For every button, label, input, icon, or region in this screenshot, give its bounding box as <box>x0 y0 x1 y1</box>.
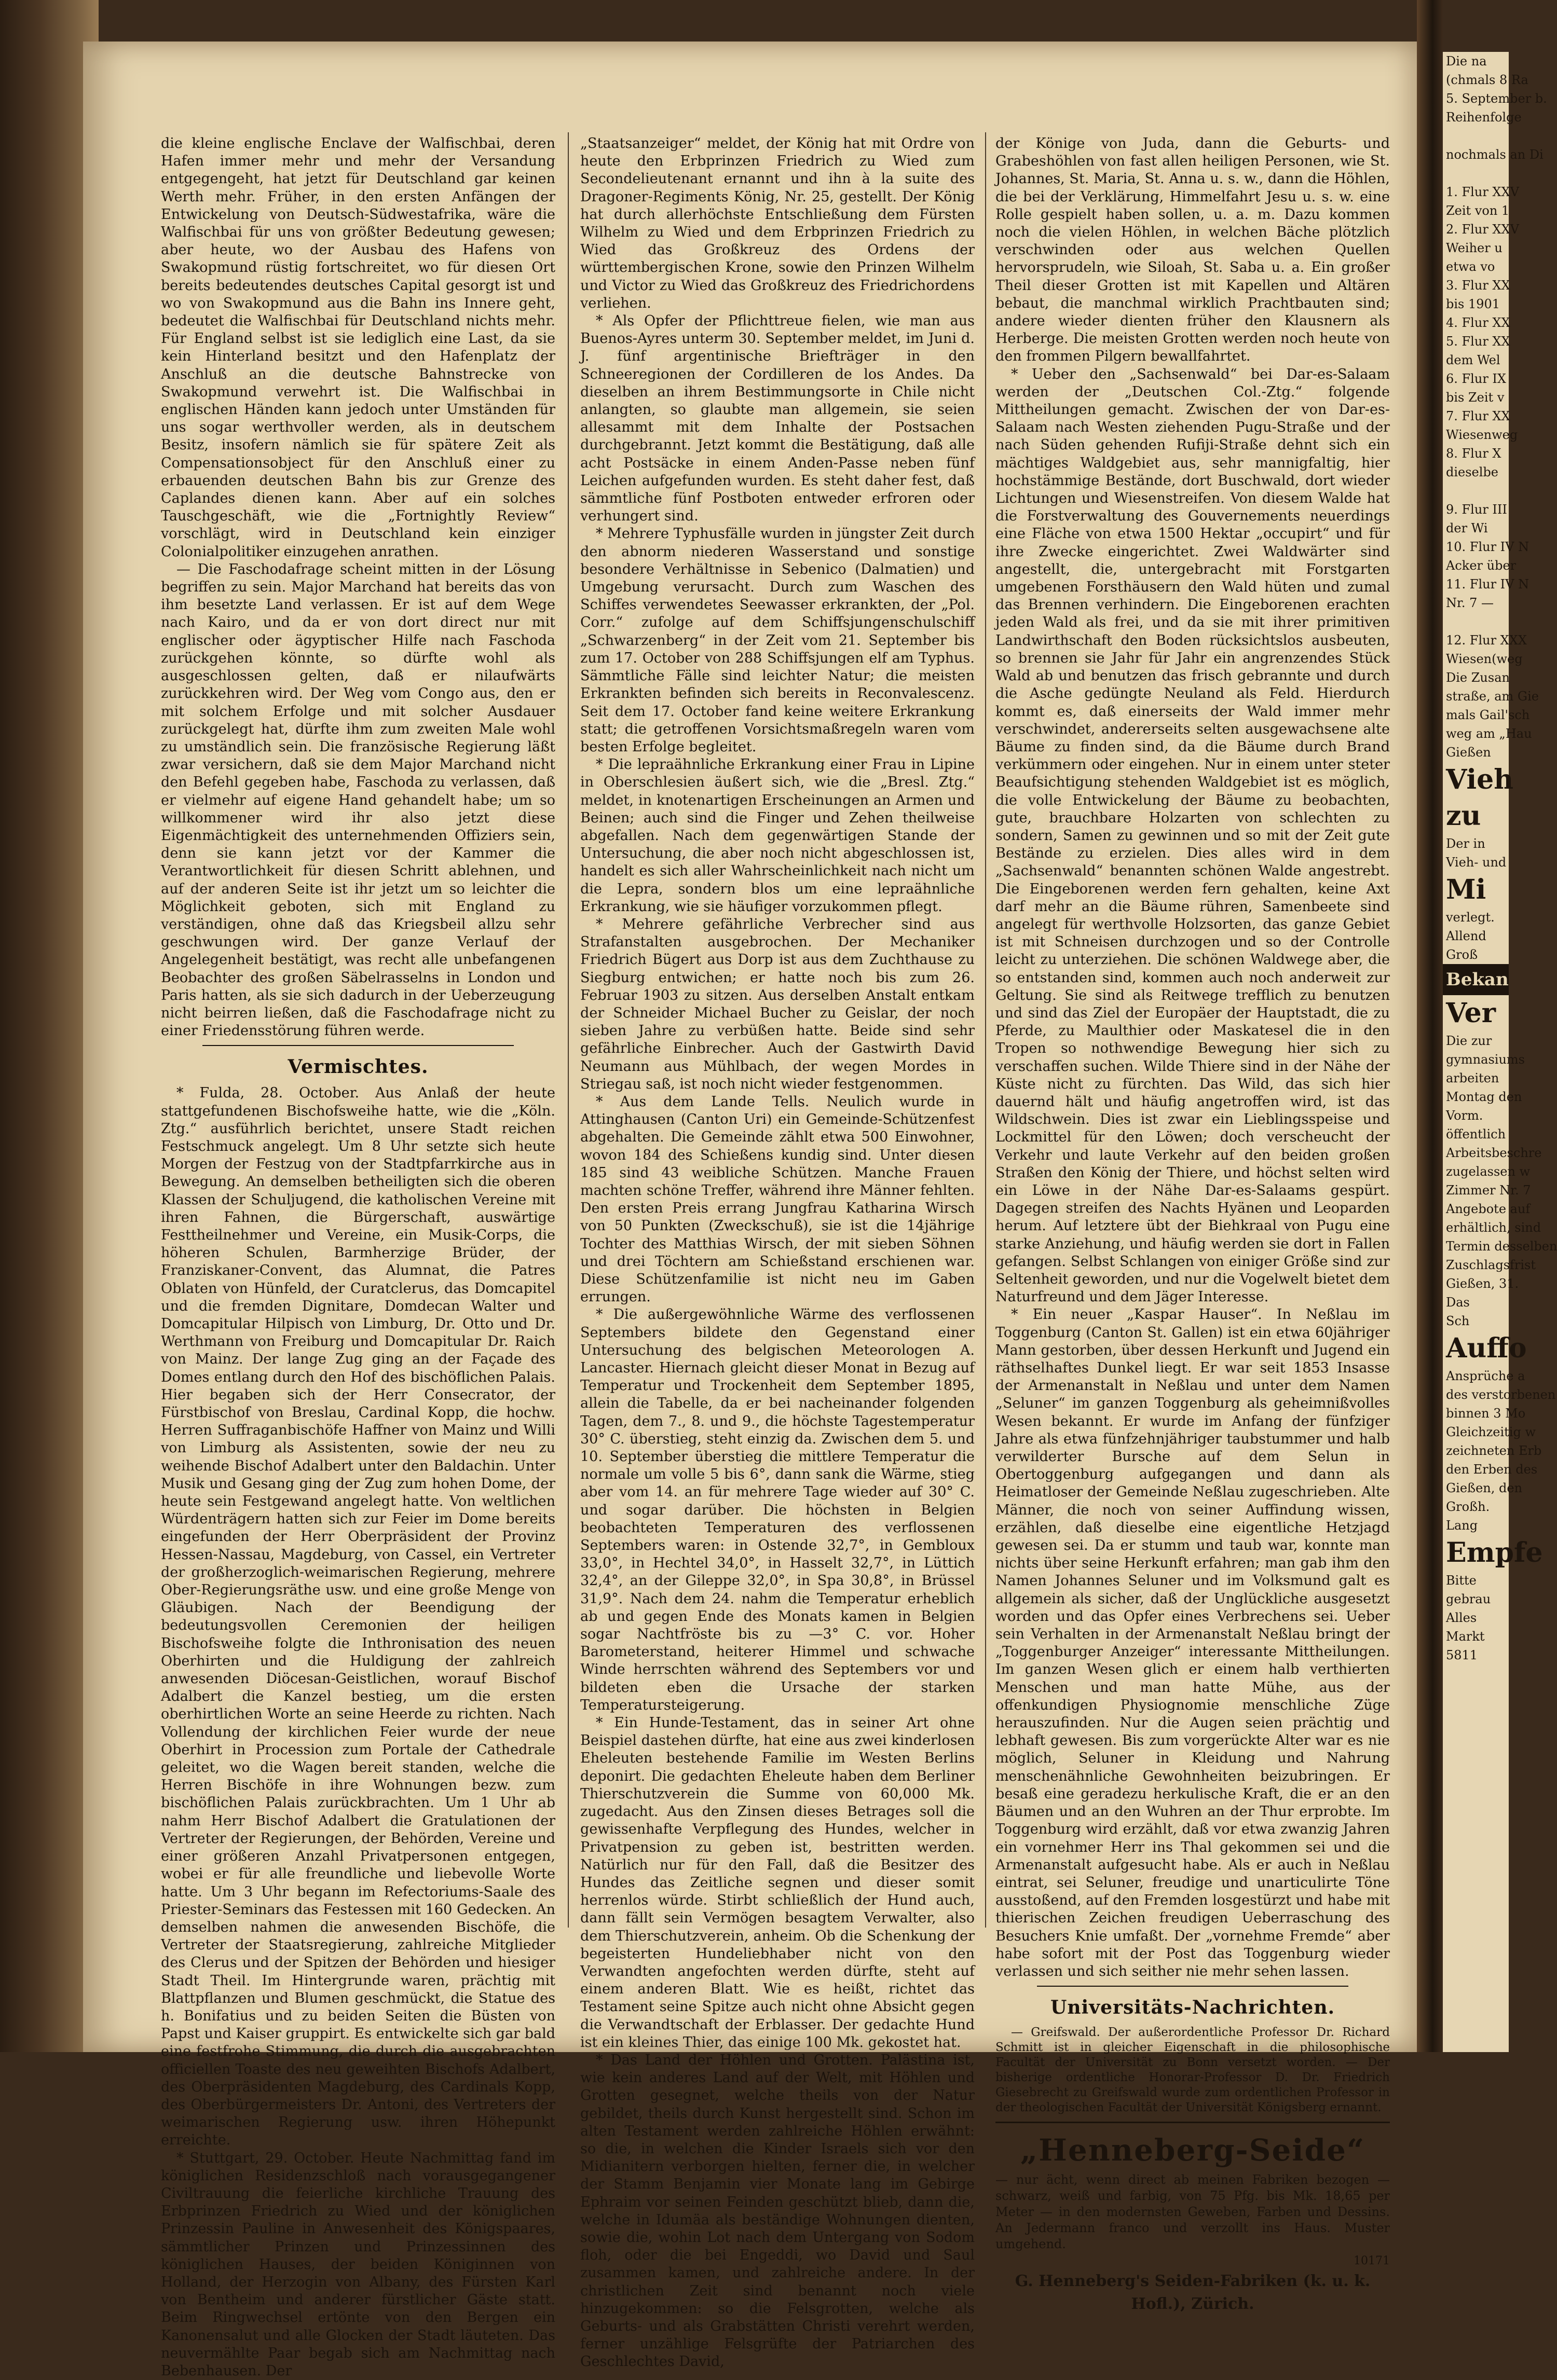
article-paragraph: * Aus dem Lande Tells. Neulich wurde in Attinghausen (Canton Uri) ein Gemeinde-Schützenfest abgehalten. Die Gemeinde zählt etwa 500 Einwohner, wovon 184 des Schießens kundig sind. Unter diesen 185 sind 43 weibliche Schützen. Manche Frauen machten schöne Treffer, während ihre Männer fehlten. Den ersten Preis errang Jungfrau Katharina Wirsch von 50 Punkten (Zweckschuß), sie ist die 14jährige Tochter des Matthias Wirsch, der mit sieben Söhnen und drei Töchtern am Schießstand erschienen war. Diese Schützenfamilie ist nicht neu im Gaben errungen. <box>580 1093 975 1305</box>
ad-code: 10171 <box>1354 2254 1390 2268</box>
adjacent-page-text: Termin desselben <box>1446 1239 1557 1254</box>
adjacent-page-text: 3. Flur XX <box>1446 278 1510 293</box>
adjacent-page-text: straße, am Gie <box>1446 689 1539 704</box>
adjacent-page-text: weg am „Hau <box>1446 726 1532 741</box>
adjacent-page-text: 12. Flur XXX <box>1446 633 1527 648</box>
adjacent-page-text: Alles <box>1446 1611 1477 1625</box>
adjacent-page-text: der Wi <box>1446 521 1488 535</box>
divider <box>202 1045 514 1046</box>
adjacent-page-text: 5. Flur XX <box>1446 334 1510 349</box>
adjacent-page-text: Die na <box>1446 54 1487 68</box>
adjacent-page-text: Das <box>1446 1295 1470 1310</box>
adjacent-page-text: 2. Flur XXV <box>1446 222 1519 237</box>
adjacent-page-text: Wiesen(weg <box>1446 652 1523 666</box>
adjacent-page-text: etwa vo <box>1446 259 1495 274</box>
adjacent-page-text: dieselbe <box>1446 465 1499 479</box>
adjacent-page-text: arbeiten <box>1446 1071 1499 1085</box>
adjacent-page-text: Bekan <box>1443 964 1509 995</box>
adjacent-page-text: nochmals an Di <box>1446 147 1544 162</box>
adjacent-page-text: 4. Flur XX <box>1446 315 1510 330</box>
adjacent-page-text: Wiesenweg <box>1446 428 1518 442</box>
column-2 <box>580 135 975 2370</box>
adjacent-page-text: Empfe <box>1446 1537 1543 1569</box>
article-paragraph: * Fulda, 28. October. Aus Anlaß der heute stattgefundenen Bischofsweihe hatte, wie die „Köln. Ztg.“ ausführlich berichtet, unsere Stadt reichen Festschmuck angelegt. Um 8 Uhr setzte sich heute Morgen der Festzug von der Stadtpfarrkirche aus in Bewegung. An demselben betheiligten sich die oberen Klassen der Schuljugend, die katholischen Vereine mit ihren Fahnen, die Bürgerschaft, auswärtige Festtheilnehmer und Vereine, ein Musik-Corps, die höheren Schulen, Barmherzige Brüder, der Franziskaner-Convent, das Alumnat, die Patres Oblaten von Hünfeld, der Curatclerus, das Domcapitel und die fremden Dignitare, Domdecan Walter und Domcapitular Hilpisch von Limburg, Dr. Otto und Dr. Werthmann von Freiburg und Domcapitular Dr. Raich von Mainz. Der lange Zug ging an der Façade des Domes entlang durch den Hof des bischöflichen Palais. Hier begaben sich der Herr Consecrator, der Fürstbischof von Breslau, Cardinal Kopp, die hochw. Herren Suffraganbischöfe Haffner von Mainz und Willi von Limburg als Assistenten, sowie der neu zu weihende Bischof Adalbert unter den Baldachin. Unter Musik und Gesang ging der Zug zum hohen Dome, der heute sein Festgewand angelegt hatte. Von weltlichen Würdenträgern hatten sich zur Feier im Dome bereits eingefunden der Herr Oberpräsident der Provinz Hessen-Nassau, Magdeburg, von Cassel, ein Vertreter der großherzoglich-weimarischen Regierung, mehrere Ober-Regierungsräthe usw. und eine große Menge von Gläubigen. Nach der Beendigung der bedeutungsvollen Ceremonien der heiligen Bischofsweihe folgte die Inthronisation des neuen Oberhirten und die Huldigung der zahlreich anwesenden Diöcesan-Geistlichen, worauf Bischof Adalbert die Kanzel bestieg, um die ersten oberhirtlichen Worte an seine Heerde zu richten. Nach Vollendung der kirchlichen Feier wurde der neue Oberhirt in Procession zum Portale der Cathedrale geleitet, wo die Wagen bereit standen, welche die Herren Bischöfe in ihre Wohnungen bezw. zum bischöflichen Palais zurückbrachten. Um 1 Uhr ab nahm Herr Bischof Adalbert die Gratulationen der Vertreter der Regierungen, der Behörden, Vereine und einer größeren Anzahl Privatpersonen entgegen, wobei er für alle freundliche und liebevolle Worte hatte. Um 3 Uhr begann im Refectoriums-Saale des Priester-Seminars das Festessen mit 160 Gedecken. An demselben nahmen die anwesenden Bischöfe, die Vertreter der Staatsregierung, zahlreiche Mitglieder des Clerus und der Spitzen der Behörden und hiesiger Stadt Theil. Im Hintergrunde waren, prächtig mit Blattpflanzen und Blumen geschmückt, die Statue des h. Bonifatius und zu beiden Seiten die Büsten von Papst und Kaiser gruppirt. Es entwickelte sich gar bald eine festfrohe Stimmung, die durch die ausgebrachten officiellen Toaste des neu geweihten Bischofs Adalbert, des Oberpräsidenten Magdeburg, des Cardinals Kopp, des Oberbürgermeisters Dr. Antoni, des Vertreters der weimarischen Regierung usw. ihren Höhepunkt erreichte. <box>161 1085 555 2149</box>
section-title-universitaets-nachrichten: Universitäts-Nachrichten. <box>1050 1997 1335 2019</box>
university-note: — Greifswald. Der außerordentliche Professor Dr. Richard Schmitt ist in gleicher Eigenschaft in die philosophische Facultät der Universität zu Bonn versetzt worden. — Der bisherige ordentliche Honorar-Professor D. Dr. Friedrich Giesebrecht zu Greifswald wurde zum ordentlichen Professor in der theologischen Facultät der Universität Königsberg ernannt. <box>995 2026 1390 2115</box>
adjacent-page-text: Allend <box>1446 929 1486 943</box>
adjacent-page-text: Sch <box>1446 1314 1470 1328</box>
article-paragraph: * Die lepraähnliche Erkrankung einer Frau in Lipine in Oberschlesien äußert sich, wie die „Bresl. Ztg.“ meldet, in knotenartigen Erscheinungen an Armen und Beinen; auch sind die Finger und Zehen theilweise abgefallen. Nach dem gegenwärtigen Stande der Untersuchung, die aber noch nicht abgeschlossen ist, handelt es sich aller Wahrscheinlichkeit nach nicht um die Lepra, sondern blos um eine lepraähnliche Erkrankung, wie sie häufiger vorzukommen pflegt. <box>580 756 975 915</box>
adjacent-page-fragment <box>1443 52 1557 2052</box>
adjacent-page-text: Angebote auf <box>1446 1202 1531 1216</box>
article-paragraph: * Das Land der Höhlen und Grotten. Palästina ist, wie kein anderes Land auf der Welt, mit Höhlen und Grotten gesegnet, welche theils von der Natur gebildet, theils durch Kunst hergestellt sind. Schon im alten Testament werden zahlreiche Höhlen erwähnt: so die, in welchen die Kinder Israels sich vor den Midianitern verborgen hielten, ferner die, in welcher der Stamm Benjamin vier Monate lang im Gebirge Ephraim vor seinen Feinden geschützt blieb, dann die, welche in Idumäa als beständige Wohnungen dienten, sowie die, wohin Lot nach dem Untergang von Sodom floh, oder die bei Engeddi, wo David und Saul zusammen kamen, und zahlreiche andere. In der christlichen Zeit sind benannt noch viele hinzugekommen: so die Felsgrotten, welche als Geburts- und als Grabstätten Christi verehrt werden, ferner unzählige Felsgrüfte der Patriarchen des Geschlechtes David, <box>580 2052 975 2370</box>
adjacent-page-text: zeichneten Erb <box>1446 1443 1542 1458</box>
adjacent-page-text: Großh. <box>1446 1499 1490 1514</box>
adjacent-page-text: Vieh <box>1446 764 1514 795</box>
adjacent-page-text: 6. Flur IX <box>1446 372 1506 386</box>
adjacent-page-text: Vieh- und <box>1446 855 1507 870</box>
adjacent-page-text: Gießen, den <box>1446 1481 1523 1495</box>
adjacent-page-text: gebrau <box>1446 1592 1491 1606</box>
section-title-vermischtes: Vermischtes. <box>288 1056 429 1078</box>
adjacent-page-text <box>1443 127 1509 145</box>
adjacent-page-text: (chmals 8 Ra <box>1446 73 1528 87</box>
adjacent-page-text <box>1443 481 1509 500</box>
adjacent-page-text: Lang <box>1446 1518 1478 1533</box>
article-paragraph: * Ueber den „Sachsenwald“ bei Dar-es-Salaam werden der „Deutschen Col.-Ztg.“ folgende Mittheilungen gemacht. Zwischen der von Dar-es-Salaam nach Westen ziehenden Pugu-Straße und der nach Süden gehenden Rufiji-Straße dehnt sich ein mächtiges Waldgebiet aus, sehr mannigfaltig, hier hochstämmige Bestände, dort Buschwald, dort wieder Lichtungen und Wiesenstreifen. Von diesem Walde hat die Forstverwaltung des Gouvernements neuerdings eine Fläche von etwa 1500 Hektar „occupirt“ und für ihre Zwecke eingerichtet. Zwei Waldwärter sind angestellt, die, untergebracht mit Forstgarten umgebenen Forsthäusern den Wald hüten und zumal das Brennen verhindern. Die Eingeborenen erachten jeden Wald als frei, und da sie mit ihrer primitiven Landwirthschaft den Boden rücksichtslos ausbeuten, so brennen sie Jahr für Jahr ein angrenzendes Stück Wald ab und benutzen das frisch gebrannte und durch die Asche gedüngte Neuland als Feld. Hierdurch kommt es, daß einerseits der Wald immer mehr verschwindet, andererseits selten ausgewachsene alte Bäume zu finden sind, da die Bäume durch Brand verkümmern oder eingehen. Nur in einem unter steter Beaufsichtigung stehenden Waldgebiet ist es möglich, die volle Entwickelung der Bäume zu beobachten, gute, brauchbare Holzarten von schlechten zu sondern, Samen zu gewinnen und so mit der Zeit gute Bestände zu erzielen. Dies alles wird in dem „Sachsenwald“ benannten schönen Walde angestrebt. Die Eingeborenen werden fern gehalten, keine Axt darf mehr an die Bäume rühren, Samenbeete sind angelegt für werthvolle Holzsorten, das ganze Gebiet ist mit Schneisen durchzogen und so der Controlle leicht zu unterziehen. Die schönen Waldwege aber, die so entstanden sind, kommen auch noch anderweit zur Geltung. Sie sind als Reitwege trefflich zu benutzen und sind das Ziel der Europäer der Hauptstadt, die zu Pferde, zu Maulthier oder Maskatesel die in den Tropen so nothwendige Bewegung hier sich zu verschaffen suchen. Wilde Thiere sind in der Nähe der Küste nicht zu fürchten. Das Wild, das sich hier dauernd hält und häufig angetroffen wird, ist das Wildschwein. Dies ist zwar ein Lieblingsspeise und Lockmittel für den Löwen; doch verscheucht der Verkehr und laute Verkehr auf den beiden großen Straßen den König der Thiere, und höchst selten wird ein Löwe in der Nähe Dar-es-Salaams gespürt. Dagegen streifen des Nachts Hyänen und Leoparden herum. Auf letztere übt der Biehkraal von Pugu eine starke Anziehung, und häufig werden sie dort in Fallen gefangen. Selbst Schlangen von einiger Größe sind zur Seltenheit geworden, und nur die Vogelwelt bietet dem Naturfreund und dem Jäger Interesse. <box>995 366 1390 1305</box>
book-gutter <box>1417 0 1443 2052</box>
adjacent-page-text: Die zur <box>1446 1034 1492 1048</box>
adjacent-page-text: Bitte <box>1446 1573 1477 1588</box>
adjacent-page-text: mals Gail'sch <box>1446 708 1530 722</box>
adjacent-page-text: Die Zusan <box>1446 670 1510 685</box>
adjacent-page-text: Zimmer Nr. 7 <box>1446 1183 1531 1198</box>
article-paragraph: * Mehrere Typhusfälle wurden in jüngster Zeit durch den abnorm niederen Wasserstand und sonstige besondere Verhältnisse in Sebenico (Dalmatien) und Umgebung verursacht. Durch zum Waschen des Schiffes verwendetes Seewasser erkrankten, der „Pol. Corr.“ zufolge auf dem Schiffsjungenschulschiff „Schwarzenberg“ in der Zeit vom 21. September bis zum 17. October von 288 Schiffsjungen elf am Typhus. Sämmtliche Fälle sind leichter Natur; die meisten Erkrankten befinden sich bereits in Reconvalescenz. Seit dem 17. October fand keine weitere Erkrankung statt; die getroffenen Vorsichtsmaßregeln waren vom besten Erfolge begleitet. <box>580 526 975 755</box>
adjacent-page-text: binnen 3 Mo <box>1446 1406 1526 1421</box>
adjacent-page-text: Ansprüche a <box>1446 1369 1525 1383</box>
article-paragraph: der Könige von Juda, dann die Geburts- und Grabeshöhlen von fast allen heiligen Personen, wie St. Johannes, St. Maria, St. Anna u. s. w., dann die Höhlen, die bei der Verklärung, Himmelfahrt Jesu u. s. w. eine Rolle gespielt haben sollen, u. a. m. Dazu kommen noch die vielen Höhlen, in welchen Bäche plötzlich verschwinden oder aus welchen Quellen hervorsprudeln, wie Siloah, St. Saba u. a. Ein großer Theil dieser Grotten ist mit Kapellen und Altären bebaut, die manchmal wirklich Prachtbauten sind; andere wieder dienten früher den Klausnern als Herberge. Die meisten Grotten werden noch heute von den frommen Pilgern bewallfahrtet. <box>995 135 1390 365</box>
adjacent-page-text: den Erben des <box>1446 1462 1538 1477</box>
adjacent-page-text: gymnasiums <box>1446 1052 1525 1067</box>
article-paragraph: * Mehrere gefährliche Verbrecher sind aus Strafanstalten ausgebrochen. Der Mechaniker Friedrich Bügert aus Dorp ist aus dem Zuchthause zu Siegburg entwichen; er hatte noch bis zum 26. Februar 1903 zu sitzen. Aus derselben Anstalt entkam der Schneider Michael Bucher zu Geislar, der noch sieben Jahre zu verbüßen hatte. Beide sind sehr gefährliche Einbrecher. Auch der Gastwirth David Neumann aus Mühlbach, der wegen Mordes in Striegau saß, ist noch nicht wieder festgenommen. <box>580 916 975 1092</box>
adjacent-page-text: 9. Flur III <box>1446 502 1507 517</box>
divider <box>1037 1986 1348 1987</box>
adjacent-page-text: 7. Flur XX <box>1446 409 1510 423</box>
column-divider <box>568 132 569 1928</box>
adjacent-page-text: Gießen, 31. <box>1446 1276 1519 1291</box>
adjacent-page-text: Gießen <box>1446 745 1491 760</box>
ad-title: „Henneberg-Seide“ <box>1020 2133 1365 2168</box>
adjacent-page-text: erhältlich, sind <box>1446 1220 1541 1235</box>
adjacent-page-text: Der in <box>1446 836 1485 851</box>
adjacent-page-text: 5811 <box>1446 1648 1478 1662</box>
article-paragraph: * Als Opfer der Pflichttreue fielen, wie man aus Buenos-Ayres unterm 30. September meldet, im Juni d. J. fünf argentinische Briefträger in den Schneeregionen der Cordilleren de los Andes. Da dieselben an ihrem Bestimmungsorte in Chile nicht anlangten, so glaubte man allgemein, sie seien allesammt mit dem Inhalte der Postsachen durchgebrannt. Jetzt kommt die Bestätigung, daß alle acht Postsäcke in einem Anden-Passe neben fünf Leichen aufgefunden wurden. Es steht daher fest, daß sämmtliche fünf Postboten entweder erfroren oder verhungert sind. <box>580 313 975 525</box>
adjacent-page-text: Auffo <box>1446 1332 1527 1364</box>
adjacent-page-text: Nr. 7 — <box>1446 596 1494 610</box>
column-divider <box>985 132 986 1928</box>
adjacent-page-text: Ver <box>1446 997 1496 1029</box>
article-paragraph: „Staatsanzeiger“ meldet, der König hat mit Ordre von heute den Erbprinzen Friedrich zu Wied zum Secondelieutenant ernannt und ihn à la suite des Dragoner-Regiments König, Nr. 25, gestellt. Der König hat durch allerhöchste Entschließung dem Fürsten Wilhelm zu Wied und dem Erbprinzen Friedrich zu Wied das Großkreuz des Ordens der württembergischen Krone, sowie den Prinzen Wilhelm und Victor zu Wied das Großkreuz des Friedrichordens verliehen. <box>580 135 975 311</box>
adjacent-page-text: Zuschlagsfrist <box>1446 1258 1536 1272</box>
column-1 <box>161 135 555 2379</box>
ad-firm: G. Henneberg's Seiden-Fabriken (k. u. k. Hofl.), Zürich. <box>1015 2272 1371 2314</box>
adjacent-page-text: des verstorbenen <box>1446 1387 1556 1402</box>
article-paragraph: * Die außergewöhnliche Wärme des verflossenen Septembers bildete den Gegenstand einer Untersuchung des belgischen Meteorologen A. Lancaster. Hiernach gleicht dieser Monat in Bezug auf Temperatur und Trockenheit dem September 1895, allein die Tabelle, da er bei nacheinander folgenden Tagen, dem 7., 8. und 9., die höchste Tagestemperatur 30° C. überstieg, steht einzig da. Zwischen dem 5. und 10. September überstieg die mittlere Temperatur die normale um volle 5 bis 6°, dann sank die Wärme, stieg aber vom 14. an für mehrere Tage wieder auf 30° C. und sogar darüber. Die höchsten in Belgien beobachteten Temperaturen des verflossenen Septembers waren: in Ostende 32,7°, in Gembloux 33,0°, in Hechtel 34,0°, in Hasselt 32,7°, in Lüttich 32,4°, an der Gileppe 32,0°, in Spa 30,8°, in Brüssel 31,9°. Nach dem 24. nahm die Temperatur erheblich ab und gegen Ende des Monats kamen in Belgien sogar Nachtfröste bis zu —3° C. vor. Hoher Barometerstand, heiterer Himmel und schwache Winde herrschten während des Septembers vor und bildeten eben die Ursache der starken Temperatursteigerung. <box>580 1306 975 1713</box>
adjacent-page-text: Vorm. <box>1446 1108 1483 1123</box>
adjacent-page-text: 11. Flur IV N <box>1446 577 1529 591</box>
ad-body: — nur ächt, wenn direct ab meinen Fabriken bezogen — schwarz, weiß und farbig, von 75 Pfg. bis Mk. 18,65 per Meter — in den modernsten Geweben, Farben und Dessins. An Jedermann franco und verzollt ins Haus. Muster umgehend. <box>995 2172 1390 2252</box>
adjacent-page-text: Groß <box>1446 947 1478 962</box>
adjacent-page-text: Reihenfolge <box>1446 110 1522 125</box>
adjacent-page-text <box>1443 612 1509 631</box>
adjacent-page-text: öffentlich <box>1446 1127 1506 1141</box>
adjacent-page-text: 10. Flur IV N <box>1446 540 1529 554</box>
adjacent-page-text: Montag den <box>1446 1090 1522 1104</box>
adjacent-page-text: dem Wel <box>1446 353 1500 367</box>
adjacent-page-text <box>1443 164 1509 183</box>
adjacent-page-text: verlegt. <box>1446 910 1495 925</box>
adjacent-page-text: bis 1901 <box>1446 297 1500 311</box>
adjacent-page-text: Gleichzeitig w <box>1446 1425 1536 1439</box>
adjacent-page-text: 1. Flur XXV <box>1446 185 1519 199</box>
adjacent-page-text: Markt <box>1446 1629 1485 1644</box>
adjacent-page-text: Zeit von 1 <box>1446 203 1510 218</box>
article-paragraph: — Die Faschodafrage scheint mitten in der Lösung begriffen zu sein. Major Marchand hat bereits das von ihm besetzte Land verlassen. Er ist auf dem Wege nach Kairo, und da er von dort direct nur mit englischer oder ägyptischer Hilfe nach Faschoda zurückgehen könnte, so dürfte wohl als ausgeschlossen gelten, daß er nilaufwärts zurückkehren wird. Der Weg vom Congo aus, den er mit solchem Erfolge und mit solcher Ausdauer zurückgelegt hat, dürfte ihm zum zweiten Male wohl zu umständlich sein. Die französische Regierung läßt zwar versichern, daß sie dem Major Marchand nicht den Befehl gegeben habe, Faschoda zu verlassen, daß er vielmehr auf eigene Hand gehandelt habe; um so willkommener wird ihr also jetzt diese Eigenmächtigkeit des unternehmenden Offiziers sein, denn sie kann jetzt vor der Kammer die Verantwortlichkeit für diesen Schritt ablehnen, und auf der anderen Seite ist ihr jetzt um so leichter die Möglichkeit geboten, sich mit England zu verständigen, ohne daß das Kriegsbeil allzu sehr geschwungen wird. Der ganze Verlauf der Angelegenheit bestätigt, was recht alle unbefangenen Beobachter des großen Säbelrasselns in London und Paris hatten, als sie sich dadurch in der Ueberzeugung nicht beirren ließen, daß die Faschodafrage nicht zu einer Friedensstörung führen werde. <box>161 561 555 1039</box>
adjacent-page-text: bis Zeit v <box>1446 390 1505 405</box>
article-paragraph: * Ein Hunde-Testament, das in seiner Art ohne Beispiel dastehen dürfte, hat eine aus zwei kinderlosen Eheleuten bestehende Familie im Westen Berlins deponirt. Die gedachten Eheleute haben dem Berliner Thierschutzverein die Summe von 60,000 Mk. zugedacht. Aus den Zinsen dieses Betrages soll die gewissenhafte Verpflegung des Hundes, welcher in Privatpension zu geben ist, bestritten werden. Natürlich nur für den Fall, daß die Besitzer des Hundes das Zeitliche segnen und dieser somit herrenlos würde. Stirbt schließlich der Hund auch, dann fällt sein Vermögen besagtem Verwalter, also dem Thierschutzverein, anheim. Ob die Schenkung der begeisterten Hundeliebhaber nicht von den Verwandten angefochten werden dürfte, steht auf einem anderen Blatt. Wie es heißt, richtet das Testament seine Spitze auch nicht ohne Absicht gegen die Verwandtschaft der Erblasser. Der gedachte Hund ist ein kleines Thier, das einige 100 Mk. gekostet hat. <box>580 1715 975 2051</box>
column-3 <box>995 135 1390 2314</box>
article-paragraph: die kleine englische Enclave der Walfischbai, deren Hafen immer mehr und mehr der Versandung entgegengeht, hat jetzt für Deutschland gar keinen Werth mehr. Früher, in den ersten Anfängen der Entwickelung von Deutsch-Südwestafrika, wäre die Walfischbai für uns von größter Bedeutung gewesen; aber heute, wo der Ausbau des Hafens von Swakopmund rüstig fortschreitet, wo für diesen Ort bereits bedeutendes deutsches Capital gesorgt ist und wo von Swakopmund aus die Bahn ins Innere geht, bedeutet die Walfischbai für Deutschland nichts mehr. Für England selbst ist sie lediglich eine Last, da sie kein Hinterland besitzt und den Hafenplatz der Anschluß an die deutsche Bahnstrecke von Swakopmund verwehrt ist. Die Walfischbai in englischen Händen kann jedoch unter Umständen für uns sogar werthvoller werden, als in deutschem Besitz, insofern nämlich sie für spätere Zeit als Compensationsobject für den Anschluß einer zu erbauenden deutschen Bahn bis zur Grenze des Caplandes dienen kann. Aber auf ein solches Tauschgeschäft, wie die „Fortnightly Review“ vorschlägt, wird in Deutschland kein einziger Colonialpolitiker einzugehen anrathen. <box>161 135 555 560</box>
adjacent-page-text: Mi <box>1446 874 1486 905</box>
adjacent-page-text: zu <box>1446 800 1481 832</box>
adjacent-page-text: Acker über <box>1446 558 1517 573</box>
advertisement-henneberg <box>995 2122 1390 2316</box>
article-paragraph: * Stuttgart, 29. October. Heute Nachmittag fand im königlichen Residenzschloß nach vorausgegangener Civiltrauung die feierliche kirchliche Trauung des Erbprinzen Friedrich zu Wied und der königlichen Prinzessin Pauline in Anwesenheit des Königspaares, sämmtlicher Prinzen und Prinzessinnen des königlichen Hauses, der beiden Königinnen von Holland, der Herzogin von Albany, des Fürsten Karl von Bentheim und anderer fürstlicher Gäste statt. Beim Ringwechsel ertönte von den Bergen ein Kanonensalut und alle Glocken der Stadt läuteten. Das neuvermählte Paar begab sich am Nachmittag nach Bebenhausen. Der <box>161 2150 555 2379</box>
adjacent-page-text: Weiher u <box>1446 241 1503 255</box>
adjacent-page-text: 8. Flur X <box>1446 446 1501 461</box>
adjacent-page-text: 5. September b. <box>1446 91 1547 106</box>
article-paragraph: * Ein neuer „Kaspar Hauser“. In Neßlau im Toggenburg (Canton St. Gallen) ist ein etwa 60jähriger Mann gestorben, über dessen Herkunft und Jugend ein räthselhaftes Dunkel liegt. Er war seit 1853 Insasse der Armenanstalt in Neßlau und unter dem Namen „Seluner“ im ganzen Toggenburg als geheimnißvolles Wesen bekannt. Er wurde im Anfang der fünfziger Jahre als etwa fünfzehnjähriger taubstummer und halb verwilderter Bursche auf dem Selun in Obertoggenburg aufgegangen und dann als Heimatloser der Gemeinde Neßlau zugeschrieben. Alte Männer, die noch von seiner Auffindung wissen, erzählen, daß dieselbe eine eigentliche Hetzjagd gewesen sei. Da er stumm und taub war, konnte man nichts über seine Herkunft erfahren; man gab ihm den Namen Johannes Seluner und im Volksmund galt es allgemein als sicher, daß der Unglückliche ausgesetzt worden und das Opfer eines Verbrechens sei. Ueber sein Verhalten in der Armenanstalt Neßlau bringt der „Toggenburger Anzeiger“ interessante Mittheilungen. Im ganzen Wesen glich er einem halb verthierten Menschen und man hatte Mühe, aus der offenkundigen Physiognomie menschliche Züge herauszufinden. Nur die Augen seien prächtig und lebhaft gewesen. Bis zum vorgerückte Alter war es nie möglich, Seluner in Kleidung und Nahrung menschenähnliche Gewohnheiten beizubringen. Er besaß eine geradezu herkulische Kraft, die er an den Bäumen und an den Wuhren an der Thur erprobte. Im Toggenburg wird erzählt, daß vor etwa zwanzig Jahren ein vornehmer Herr ins Thal gekommen sei und die Armenanstalt aufgesucht habe. Als er auch in Neßlau eintrat, sei Seluner, freudige und unarticulirte Töne ausstoßend, auf den Fremden losgestürzt und habe mit thierischen Zeichen freudigen Ueberraschung des Besuchers Knie umfaßt. Der „vornehme Fremde“ aber habe sofort mit der Post das Toggenburg wieder verlassen und sich seither nie mehr sehen lassen. <box>995 1306 1390 1979</box>
adjacent-page-text: zugelassen w <box>1446 1164 1531 1179</box>
adjacent-page-text: Arbeitsbeschre <box>1446 1146 1542 1160</box>
